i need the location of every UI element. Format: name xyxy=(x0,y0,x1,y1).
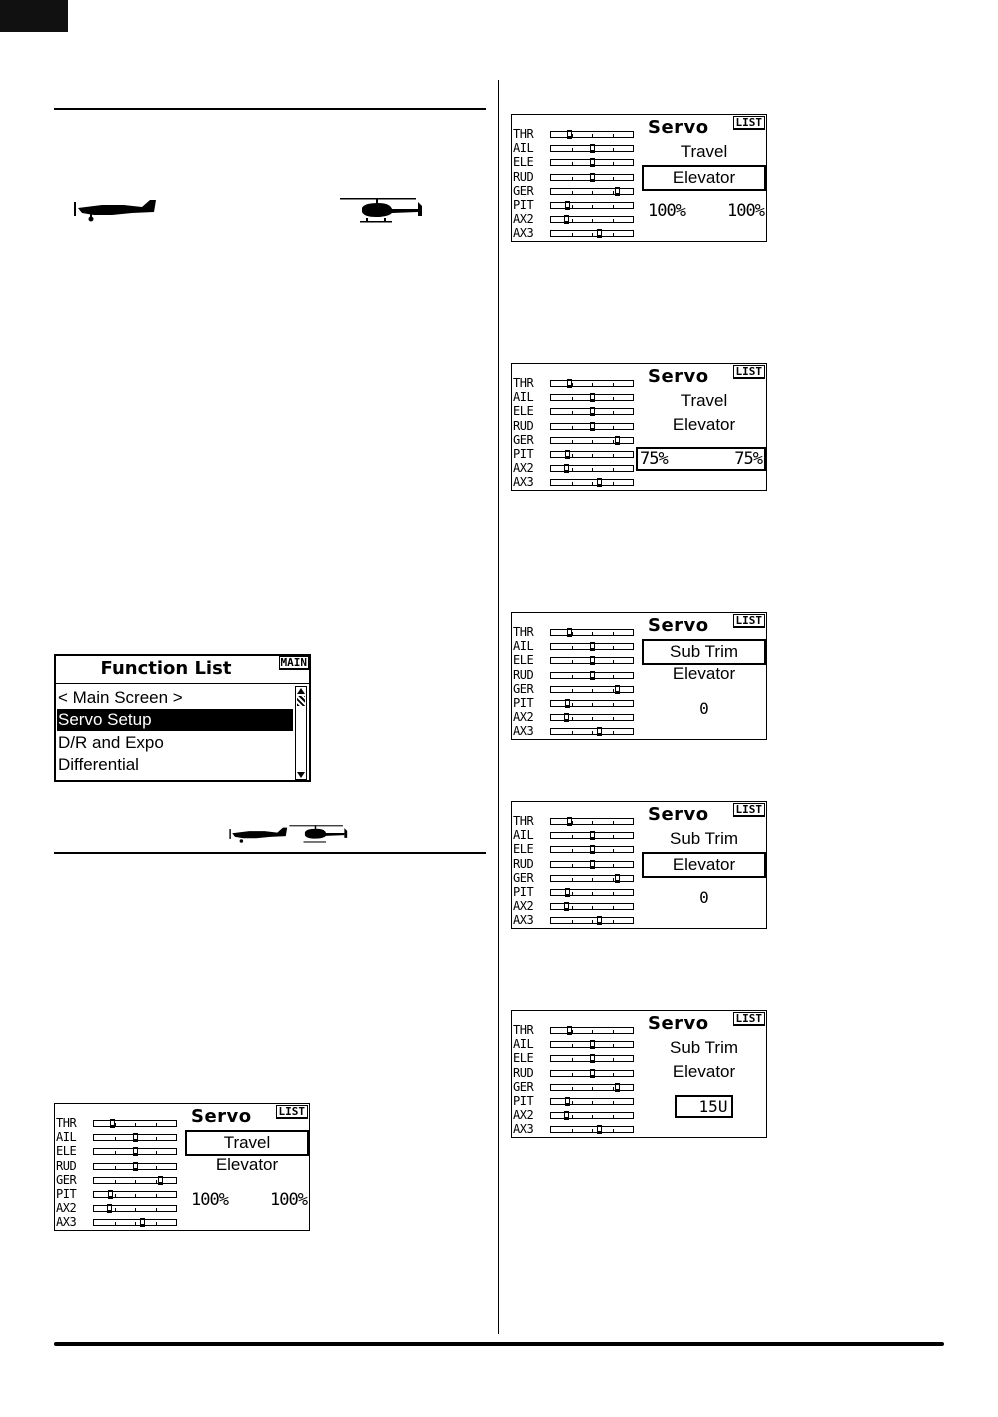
channel-bar xyxy=(550,629,634,636)
channel-bar xyxy=(550,686,634,693)
channel-row xyxy=(512,447,640,461)
channel-bar xyxy=(550,230,634,237)
channel-position-marker xyxy=(597,1125,602,1134)
servo-screen xyxy=(511,1010,767,1138)
channel-label: PIT xyxy=(513,446,534,461)
channel-monitor xyxy=(512,376,640,490)
channel-bar xyxy=(550,159,634,166)
channel-row xyxy=(512,1094,640,1108)
channel-position-marker xyxy=(615,1083,620,1092)
channel-position-marker xyxy=(565,450,570,459)
channel-label: AX2 xyxy=(513,212,534,227)
subtrim-value-text: 15U xyxy=(675,1095,734,1118)
channel-label: AX3 xyxy=(513,724,534,739)
channel-row xyxy=(512,1066,640,1080)
airplane-icon xyxy=(72,196,160,222)
channel-position-marker xyxy=(565,201,570,210)
subtrim-value[interactable] xyxy=(642,1097,766,1116)
channel-bar xyxy=(550,672,634,679)
channel-bar xyxy=(550,437,634,444)
travel-value-right: 75% xyxy=(734,449,762,469)
channel-row xyxy=(512,419,640,433)
list-tag[interactable]: LIST xyxy=(733,1012,766,1026)
channel-row xyxy=(512,1023,640,1037)
channel-position-marker xyxy=(567,1026,572,1035)
scrollbar[interactable] xyxy=(295,686,307,780)
channel-position-marker xyxy=(110,1119,115,1128)
scroll-down-icon[interactable] xyxy=(297,772,305,778)
channel-label: AX2 xyxy=(513,899,534,914)
channel-bar xyxy=(93,1205,177,1212)
channel-position-marker xyxy=(590,860,595,869)
channel-position-marker xyxy=(597,478,602,487)
channel-label: AIL xyxy=(56,1130,77,1145)
channel-row xyxy=(512,1051,640,1065)
channel-position-marker xyxy=(615,187,620,196)
channel-bar xyxy=(550,861,634,868)
channel-position-marker xyxy=(565,1097,570,1106)
travel-value-left: 75% xyxy=(640,449,668,469)
channel-row xyxy=(512,871,640,885)
divider xyxy=(56,683,309,684)
travel-values[interactable] xyxy=(636,447,766,471)
channel-position-marker xyxy=(158,1176,163,1185)
menu-item-dr-expo[interactable]: D/R and Expo xyxy=(58,733,164,752)
channel-row xyxy=(512,376,640,390)
channel-position-marker xyxy=(107,1204,112,1213)
channel-row xyxy=(512,198,640,212)
channel-bar xyxy=(93,1120,177,1127)
channel-bar xyxy=(550,1126,634,1133)
screen-line-function[interactable]: Travel xyxy=(680,142,728,161)
channel-row xyxy=(512,913,640,927)
channel-label: AIL xyxy=(513,828,534,843)
channel-position-marker xyxy=(567,379,572,388)
footer-rule xyxy=(54,1342,944,1346)
channel-bar xyxy=(550,643,634,650)
airplane-icon xyxy=(228,824,290,844)
channel-bar xyxy=(550,423,634,430)
travel-values[interactable] xyxy=(648,201,764,221)
channel-bar xyxy=(550,818,634,825)
channel-bar xyxy=(550,408,634,415)
channel-row xyxy=(512,899,640,913)
channel-monitor xyxy=(512,127,640,241)
channel-row xyxy=(512,828,640,842)
channel-label: AX2 xyxy=(513,710,534,725)
screen-line-function[interactable]: Sub Trim xyxy=(642,639,766,665)
channel-label: RUD xyxy=(56,1158,77,1173)
channel-bar xyxy=(550,394,634,401)
channel-position-marker xyxy=(108,1190,113,1199)
channel-label: GER xyxy=(513,870,534,885)
channel-label: AX2 xyxy=(513,461,534,476)
channel-position-marker xyxy=(590,393,595,402)
channel-bar xyxy=(550,1084,634,1091)
channel-bar xyxy=(550,1041,634,1048)
channel-row xyxy=(512,184,640,198)
channel-label: AX3 xyxy=(513,913,534,928)
channel-label: ELE xyxy=(513,404,534,419)
list-tag[interactable]: LIST xyxy=(276,1105,309,1119)
menu-item-main-screen[interactable]: < Main Screen > xyxy=(58,688,183,707)
channel-label: AIL xyxy=(513,1037,534,1052)
channel-label: AIL xyxy=(513,141,534,156)
channel-row xyxy=(512,127,640,141)
list-tag[interactable]: LIST xyxy=(733,614,766,628)
channel-position-marker xyxy=(590,1040,595,1049)
channel-bar xyxy=(550,846,634,853)
channel-position-marker xyxy=(133,1162,138,1171)
channel-label: ELE xyxy=(513,842,534,857)
channel-label: PIT xyxy=(56,1186,77,1201)
channel-label: GER xyxy=(513,1079,534,1094)
channel-row xyxy=(512,212,640,226)
channel-row xyxy=(55,1201,183,1215)
channel-bar xyxy=(93,1148,177,1155)
function-list-screen xyxy=(54,654,311,782)
channel-bar xyxy=(550,1098,634,1105)
screen-line-channel[interactable]: Elevator xyxy=(672,415,736,434)
channel-position-marker xyxy=(590,671,595,680)
servo-screen xyxy=(511,114,767,242)
channel-position-marker xyxy=(590,422,595,431)
channel-position-marker xyxy=(567,130,572,139)
channel-row xyxy=(512,1080,640,1094)
channel-bar xyxy=(550,451,634,458)
channel-row xyxy=(512,170,640,184)
channel-bar xyxy=(550,145,634,152)
channel-label: AX2 xyxy=(56,1201,77,1216)
channel-row xyxy=(512,857,640,871)
menu-item-differential[interactable]: Differential xyxy=(58,755,139,774)
channel-position-marker xyxy=(564,902,569,911)
screen-title: Servo xyxy=(648,366,709,387)
channel-position-marker xyxy=(590,407,595,416)
channel-label: GER xyxy=(56,1172,77,1187)
servo-screen xyxy=(54,1103,310,1231)
channel-bar xyxy=(93,1191,177,1198)
channel-position-marker xyxy=(564,215,569,224)
channel-row xyxy=(55,1144,183,1158)
channel-bar xyxy=(93,1219,177,1226)
channel-label: THR xyxy=(513,814,534,828)
channel-row xyxy=(512,653,640,667)
channel-bar xyxy=(550,131,634,138)
channel-label: AX2 xyxy=(513,1108,534,1123)
channel-bar xyxy=(550,1055,634,1062)
channel-label: AX3 xyxy=(56,1215,77,1230)
channel-label: RUD xyxy=(513,1065,534,1080)
channel-label: AX3 xyxy=(513,226,534,241)
channel-label: PIT xyxy=(513,695,534,710)
channel-monitor xyxy=(512,1023,640,1137)
channel-row xyxy=(512,390,640,404)
channel-position-marker xyxy=(597,916,602,925)
channel-row xyxy=(512,682,640,696)
scroll-thumb[interactable] xyxy=(297,696,305,706)
travel-value-right: 100% xyxy=(270,1190,307,1210)
screen-title: Servo xyxy=(648,615,709,636)
channel-position-marker xyxy=(590,831,595,840)
servo-screen xyxy=(511,612,767,740)
channel-label: GER xyxy=(513,183,534,198)
channel-row xyxy=(512,625,640,639)
channel-bar xyxy=(550,1112,634,1119)
servo-screen xyxy=(511,801,767,929)
channel-row xyxy=(512,724,640,738)
channel-label: RUD xyxy=(513,667,534,682)
helicopter-icon xyxy=(338,194,426,224)
channel-position-marker xyxy=(615,874,620,883)
screen-line-function[interactable]: Travel xyxy=(185,1130,309,1156)
channel-label: THR xyxy=(513,127,534,141)
subtrim-value[interactable] xyxy=(642,888,766,907)
channel-row xyxy=(512,842,640,856)
channel-bar xyxy=(550,465,634,472)
channel-row xyxy=(55,1215,183,1229)
channel-row xyxy=(512,710,640,724)
channel-label: THR xyxy=(513,1023,534,1037)
channel-label: THR xyxy=(56,1116,77,1130)
channel-label: THR xyxy=(513,625,534,639)
channel-label: RUD xyxy=(513,856,534,871)
subtrim-value[interactable] xyxy=(642,699,766,718)
channel-label: ELE xyxy=(56,1144,77,1159)
channel-row xyxy=(512,1122,640,1136)
servo-screen xyxy=(511,363,767,491)
channel-position-marker xyxy=(564,464,569,473)
corner-tab xyxy=(0,0,68,32)
channel-label: RUD xyxy=(513,169,534,184)
list-tag[interactable]: LIST xyxy=(733,116,766,130)
screen-line-channel[interactable]: Elevator xyxy=(672,1062,736,1081)
channel-bar xyxy=(550,728,634,735)
channel-row xyxy=(55,1173,183,1187)
channel-position-marker xyxy=(590,144,595,153)
screen-line-function[interactable]: Sub Trim xyxy=(669,1038,739,1057)
channel-label: AIL xyxy=(513,390,534,405)
channel-position-marker xyxy=(565,888,570,897)
channel-bar xyxy=(93,1177,177,1184)
channel-row xyxy=(55,1159,183,1173)
channel-position-marker xyxy=(133,1133,138,1142)
function-list-title: Function List xyxy=(100,658,232,679)
channel-row xyxy=(512,461,640,475)
channel-bar xyxy=(93,1163,177,1170)
channel-label: ELE xyxy=(513,1051,534,1066)
channel-label: AX3 xyxy=(513,1122,534,1137)
channel-label: GER xyxy=(513,681,534,696)
channel-bar xyxy=(550,188,634,195)
channel-row xyxy=(512,1037,640,1051)
channel-row xyxy=(512,475,640,489)
screen-title: Servo xyxy=(191,1106,252,1127)
channel-row xyxy=(55,1116,183,1130)
channel-bar xyxy=(550,479,634,486)
channel-row xyxy=(55,1187,183,1201)
screen-line-channel[interactable]: Elevator xyxy=(672,664,736,683)
channel-position-marker xyxy=(590,642,595,651)
channel-bar xyxy=(550,714,634,721)
channel-position-marker xyxy=(565,699,570,708)
travel-value-left: 100% xyxy=(648,201,685,221)
channel-row xyxy=(512,639,640,653)
channel-bar xyxy=(550,832,634,839)
channel-position-marker xyxy=(615,685,620,694)
channel-row xyxy=(512,155,640,169)
channel-monitor xyxy=(512,814,640,928)
channel-row xyxy=(512,141,640,155)
channel-label: ELE xyxy=(513,653,534,668)
channel-position-marker xyxy=(567,817,572,826)
channel-position-marker xyxy=(564,1111,569,1120)
channel-label: RUD xyxy=(513,418,534,433)
channel-bar xyxy=(550,1070,634,1077)
column-divider xyxy=(498,80,499,1334)
channel-bar xyxy=(550,380,634,387)
screen-line-function[interactable]: Travel xyxy=(680,391,728,410)
section-rule-top xyxy=(54,108,486,110)
channel-label: PIT xyxy=(513,1093,534,1108)
channel-position-marker xyxy=(590,158,595,167)
channel-row xyxy=(512,814,640,828)
screen-title: Servo xyxy=(648,804,709,825)
channel-bar xyxy=(550,875,634,882)
channel-label: PIT xyxy=(513,884,534,899)
travel-value-right: 100% xyxy=(727,201,764,221)
channel-bar xyxy=(550,700,634,707)
channel-label: AIL xyxy=(513,639,534,654)
channel-row xyxy=(512,404,640,418)
list-tag[interactable]: LIST xyxy=(733,365,766,379)
channel-position-marker xyxy=(597,727,602,736)
channel-row xyxy=(512,1108,640,1122)
screen-line-channel[interactable]: Elevator xyxy=(215,1155,279,1174)
channel-row xyxy=(512,668,640,682)
channel-position-marker xyxy=(615,436,620,445)
channel-position-marker xyxy=(590,173,595,182)
channel-label: PIT xyxy=(513,197,534,212)
channel-bar xyxy=(550,657,634,664)
screen-line-channel[interactable]: Elevator xyxy=(642,852,766,878)
channel-position-marker xyxy=(590,1069,595,1078)
channel-position-marker xyxy=(564,713,569,722)
channel-position-marker xyxy=(567,628,572,637)
screen-line-channel[interactable]: Elevator xyxy=(642,165,766,191)
channel-bar xyxy=(550,889,634,896)
travel-values[interactable] xyxy=(191,1190,307,1210)
channel-label: GER xyxy=(513,432,534,447)
screen-title: Servo xyxy=(648,1013,709,1034)
channel-row xyxy=(512,226,640,240)
channel-bar xyxy=(550,216,634,223)
channel-monitor xyxy=(55,1116,183,1230)
channel-bar xyxy=(550,202,634,209)
channel-row xyxy=(55,1130,183,1144)
helicopter-icon xyxy=(288,822,350,844)
channel-label: ELE xyxy=(513,155,534,170)
menu-item-servo-setup[interactable]: Servo Setup xyxy=(57,709,293,731)
channel-monitor xyxy=(512,625,640,739)
channel-bar xyxy=(550,1027,634,1034)
screen-line-function[interactable]: Sub Trim xyxy=(669,829,739,848)
channel-position-marker xyxy=(590,656,595,665)
section-rule-middle xyxy=(54,852,486,854)
channel-bar xyxy=(93,1134,177,1141)
list-tag[interactable]: LIST xyxy=(733,803,766,817)
channel-label: THR xyxy=(513,376,534,390)
channel-position-marker xyxy=(597,229,602,238)
screen-title: Servo xyxy=(648,117,709,138)
channel-row xyxy=(512,696,640,710)
subtrim-value-text: 0 xyxy=(699,888,709,907)
channel-position-marker xyxy=(590,1054,595,1063)
channel-label: AX3 xyxy=(513,475,534,490)
channel-row xyxy=(512,433,640,447)
channel-position-marker xyxy=(133,1147,138,1156)
channel-position-marker xyxy=(590,845,595,854)
channel-bar xyxy=(550,903,634,910)
travel-value-left: 100% xyxy=(191,1190,228,1210)
channel-bar xyxy=(550,917,634,924)
subtrim-value-text: 0 xyxy=(699,699,709,718)
channel-position-marker xyxy=(140,1218,145,1227)
main-tag[interactable]: MAIN xyxy=(280,656,307,669)
channel-bar xyxy=(550,174,634,181)
scroll-up-icon[interactable] xyxy=(297,688,305,694)
channel-row xyxy=(512,885,640,899)
